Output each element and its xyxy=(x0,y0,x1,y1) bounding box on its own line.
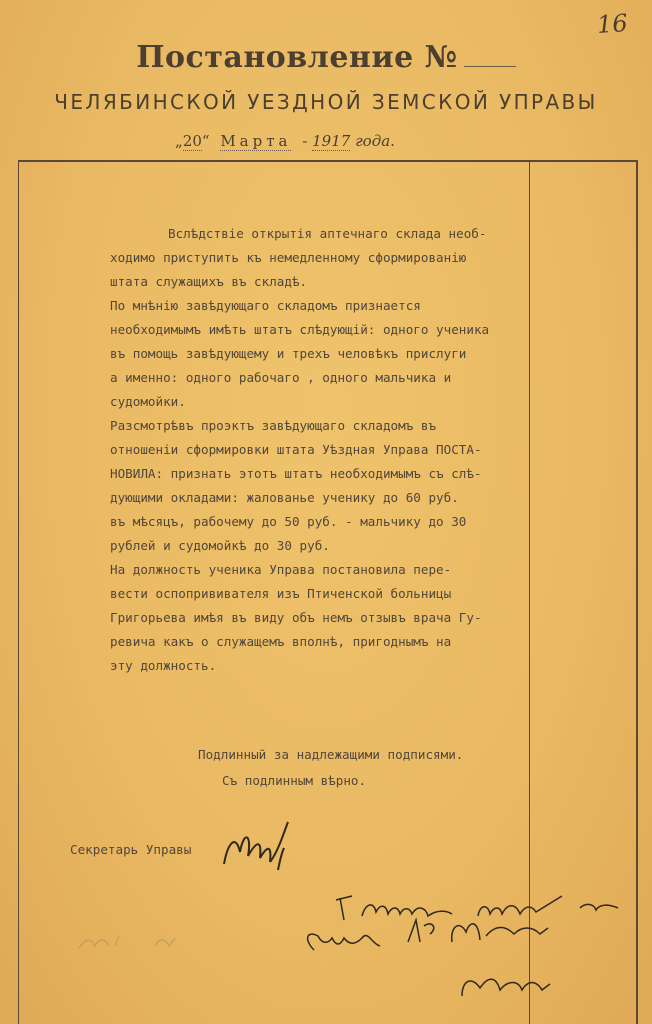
body-line: эту должность. xyxy=(110,658,217,673)
body-line: въ помощь завѣдующему и трехъ человѣкъ прислуги xyxy=(110,346,467,361)
handwritten-note xyxy=(300,880,640,1015)
body-line: Вслѣдствіе открытія аптечнаго склада необ- xyxy=(168,226,487,241)
body-line: На должность ученика Управа постановила пере- xyxy=(110,562,452,577)
body-line: ходимо приступить къ немедленному сформированію xyxy=(110,250,467,265)
date-year: 1917 xyxy=(312,132,351,150)
body-line: а именно: одного рабочаго , одного мальчика и xyxy=(110,370,452,385)
resolution-body xyxy=(110,222,540,678)
body-line: ревича какъ о служащемъ вполнѣ, пригоднымъ на xyxy=(110,634,452,649)
date-close-quote: “ xyxy=(201,132,210,150)
frame-left-rule xyxy=(18,160,19,1024)
date-dash: - xyxy=(302,132,308,150)
date-line xyxy=(175,132,495,151)
date-day: 20 xyxy=(182,132,202,150)
body-line: рублей и судомойкѣ до 30 руб. xyxy=(110,538,330,553)
body-line: необходимымъ имѣть штатъ слѣдующій: одного ученика xyxy=(110,322,490,337)
body-line: дующими окладами: жалованье ученику до 60 руб. xyxy=(110,490,459,505)
body-line: судомойки. xyxy=(110,394,186,409)
issuer-name: ЧЕЛЯБИНСКОЙ УЕЗДНОЙ ЗЕМСКОЙ УПРАВЫ xyxy=(54,90,598,114)
body-line: По мнѣнію завѣдующаго складомъ признается xyxy=(110,298,421,313)
secretary-label: Секретарь Управы xyxy=(70,842,192,857)
archive-mark-stroke xyxy=(75,930,185,954)
body-line: Григорьева имѣя въ виду объ немъ отзывъ врача Гу- xyxy=(110,610,482,625)
body-line: въ мѣсяцъ, рабочему до 50 руб. - мальчику до 30 xyxy=(110,514,467,529)
date-month: Марта xyxy=(220,132,292,150)
certification-line: Съ подлинным вѣрно. xyxy=(222,773,367,788)
certification-line: Подлинный за надлежащими подписями. xyxy=(198,747,464,762)
body-line: отношеніи сформировки штата Уѣздная Управа ПОСТА- xyxy=(110,442,482,457)
body-line: Разсмотрѣвъ проэктъ завѣдующаго складомъ въ xyxy=(110,418,437,433)
date-open-quote: „ xyxy=(175,132,183,150)
folio-number: 16 xyxy=(596,8,629,40)
body-line: штата служащихъ въ складѣ. xyxy=(110,274,308,289)
date-suffix: года. xyxy=(355,132,395,150)
body-line: НОВИЛА: признать этотъ штатъ необходимымъ съ слѣ- xyxy=(110,466,482,481)
body-line: вести оспопрививателя изъ Птиченской больницы xyxy=(110,586,452,601)
secretary-signature xyxy=(218,812,298,882)
certification-block xyxy=(198,742,463,794)
number-blank xyxy=(464,46,516,67)
title-text: Постановление № xyxy=(136,40,458,75)
frame-top-rule xyxy=(18,160,638,162)
document-title xyxy=(0,40,652,75)
faded-archive-mark xyxy=(75,930,185,958)
